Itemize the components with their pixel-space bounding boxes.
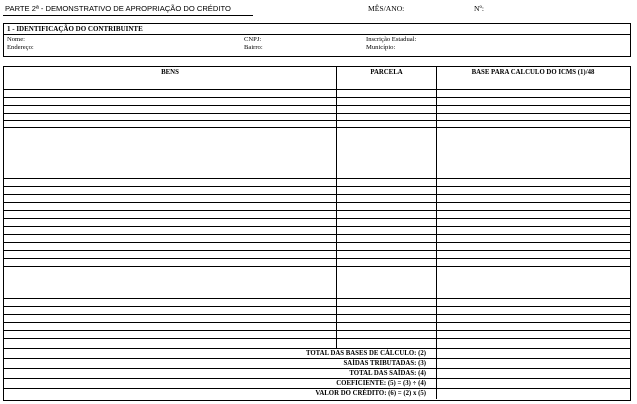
- table-row-line: [4, 226, 630, 227]
- table-row-line: [4, 250, 630, 251]
- valor-credito-label: VALOR DO CRÉDITO: (6) = (2) x (5): [315, 390, 426, 397]
- table-row-line: [4, 218, 630, 219]
- endereco-field-label: Endereço:: [7, 44, 34, 51]
- coeficiente-label: COEFICIENTE: (5) = (3) ÷ (4): [336, 380, 426, 387]
- table-row-line: [4, 113, 630, 114]
- bairro-field-label: Bairro:: [244, 44, 263, 51]
- bens-table: [3, 66, 631, 401]
- saidas-tributadas-label: SAÍDAS TRIBUTADAS: (3): [343, 360, 426, 367]
- table-row-line: [4, 210, 630, 211]
- mes-ano-label: MÊS/ANO:: [368, 4, 405, 13]
- table-row-line: [4, 202, 630, 203]
- table-row-line: [4, 127, 630, 128]
- col-header-parcela: PARCELA: [370, 69, 403, 76]
- total-saidas-label: TOTAL DAS SAÍDAS: (4): [349, 370, 426, 377]
- column-divider: [436, 67, 437, 399]
- totals-row-line: [4, 358, 630, 359]
- table-row-line: [4, 322, 630, 323]
- table-row-line: [4, 266, 630, 267]
- inscricao-estadual-field-label: Inscrição Estadual:: [366, 36, 417, 43]
- totals-row-line: [4, 368, 630, 369]
- col-header-bens: BENS: [161, 69, 179, 76]
- form-part-title: PARTE 2ª - DEMONSTRATIVO DE APROPRIAÇÃO DO CRÉDITO: [3, 3, 253, 16]
- table-row-line: [4, 186, 630, 187]
- table-row-line: [4, 338, 630, 339]
- contribuinte-section: [3, 23, 631, 57]
- table-row-line: [4, 242, 630, 243]
- table-row-line: [4, 194, 630, 195]
- table-row-line: [4, 234, 630, 235]
- contribuinte-section-title: 1 - IDENTIFICAÇÃO DO CONTRIBUINTE: [4, 24, 630, 35]
- total-bases-calculo-label: TOTAL DAS BASES DE CÁLCULO: (2): [305, 350, 426, 357]
- table-row-line: [4, 258, 630, 259]
- totals-row-line: [4, 378, 630, 379]
- table-row-line: [4, 298, 630, 299]
- table-row-line: [4, 330, 630, 331]
- table-row-line: [4, 306, 630, 307]
- table-row-line: [4, 89, 630, 90]
- table-row-line: [4, 97, 630, 98]
- municipio-field-label: Município:: [366, 44, 396, 51]
- numero-label: Nº:: [474, 4, 484, 13]
- table-row-line: [4, 314, 630, 315]
- col-header-base-calculo: BASE PARA CALCULO DO ICMS (1)/48: [471, 69, 595, 76]
- nome-field-label: Nome:: [7, 36, 25, 43]
- table-row-line: [4, 120, 630, 121]
- table-row-line: [4, 178, 630, 179]
- cnpj-field-label: CNPJ:: [244, 36, 262, 43]
- table-row-line: [4, 105, 630, 106]
